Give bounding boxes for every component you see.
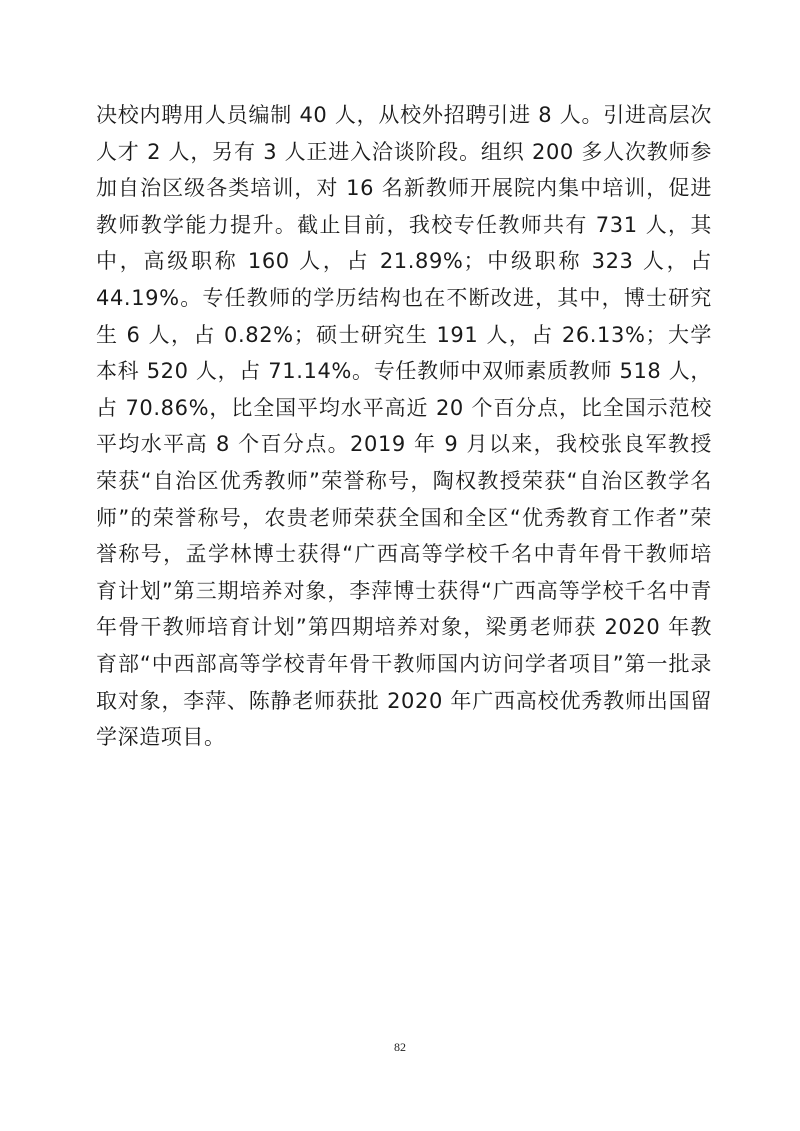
- body-paragraph: 决校内聘用人员编制 40 人，从校外招聘引进 8 人。引进高层次人才 2 人，另有 3 人正进入洽谈阶段。组织 200 多人次教师参加自治区级各类培训，对 16 名新教师开展院内集中培训，促进教师教学能力提升。截止目前，我校专任教师共有 731 人，其中，高级职称 160 人，占 21.89%；中级职称 323 人，占 44.19%。专任教师的学历结构也在不断改进，其中，博士研究生 6 人，占 0.82%；硕士研究生 191 人，占 26.13%；大学本科 520 人，占 71.14%。专任教师中双师素质教师 518 人，占 70.86%，比全国平均水平高近 20 个百分点，比全国示范校平均水平高 8 个百分点。2019 年 9 月以来，我校张良军教授荣获“自治区优秀教师”荣誉称号，陶权教授荣获“自治区教学名师”的荣誉称号，农贵老师荣获全国和全区“优秀教育工作者”荣誉称号，孟学林博士获得“广西高等学校千名中青年骨干教师培育计划”第三期培养对象，李萍博士获得“广西高等学校千名中青年骨干教师培育计划”第四期培养对象，梁勇老师获 2020 年教育部“中西部高等学校青年骨干教师国内访问学者项目”第一批录取对象，李萍、陈静老师获批 2020 年广西高校优秀教师出国留学深造项目。: [96, 103, 712, 750]
- page-number: 82: [394, 1040, 406, 1054]
